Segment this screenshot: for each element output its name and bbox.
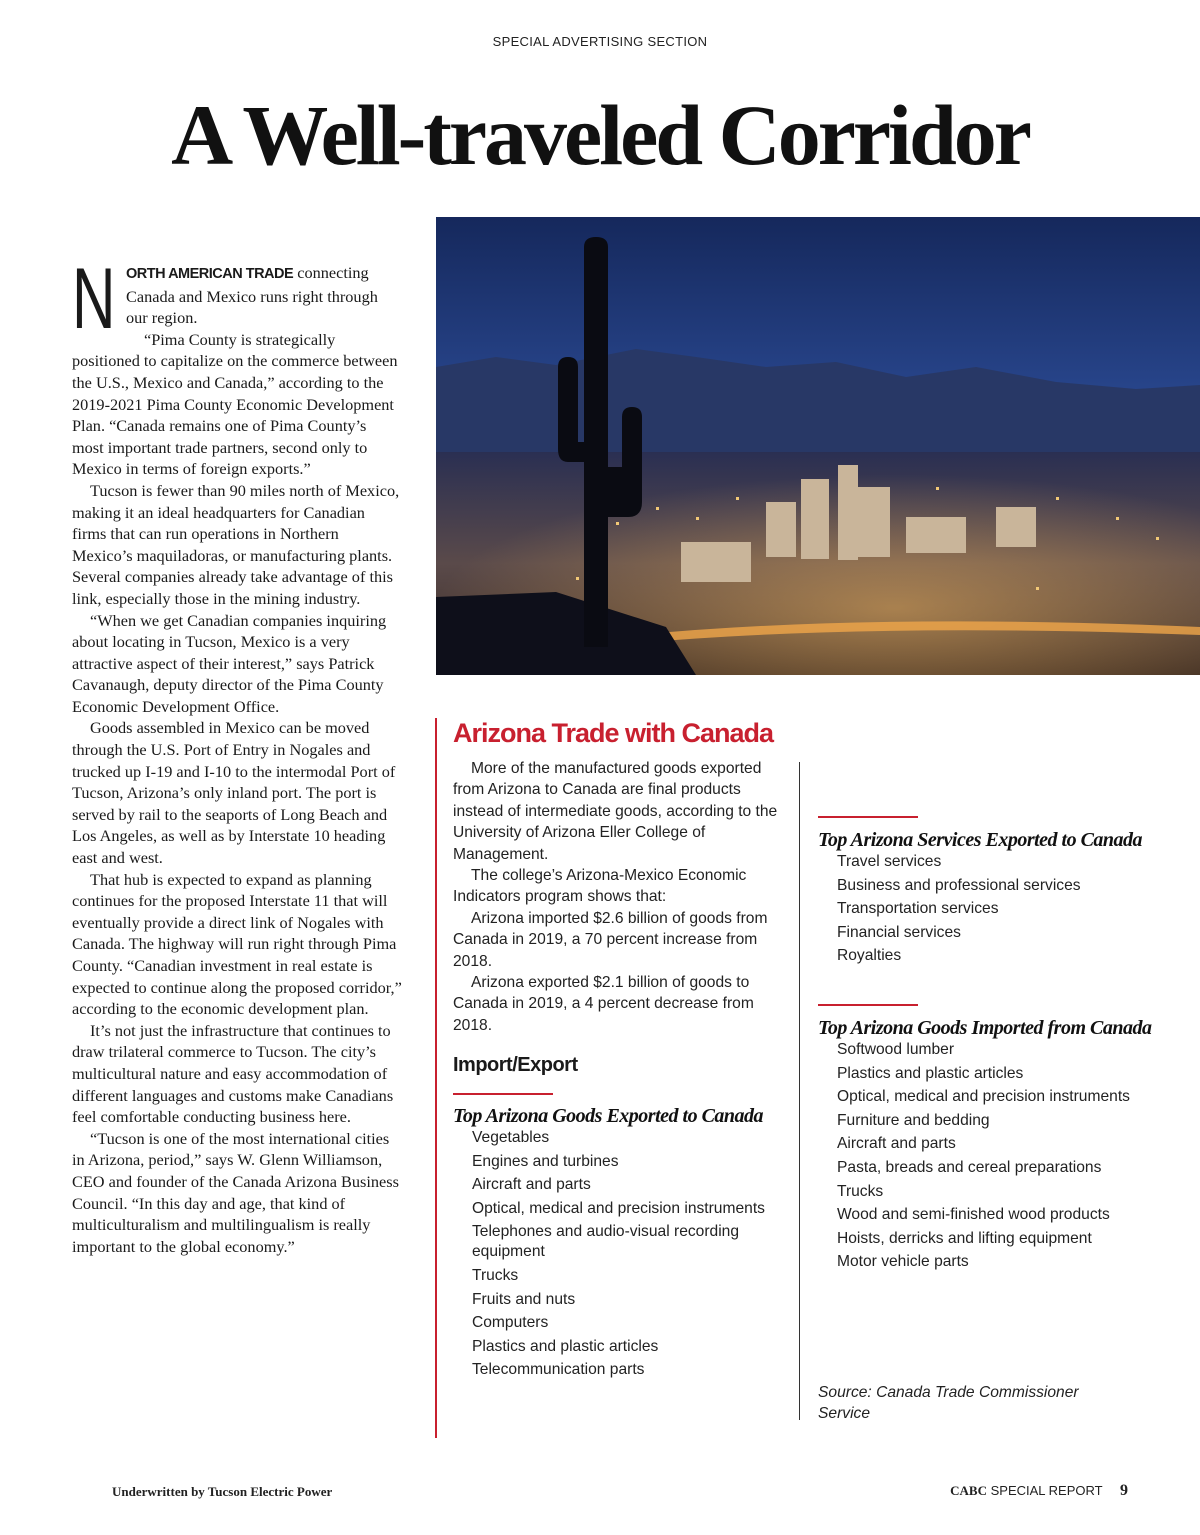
intro-paragraph: Arizona exported $2.1 billion of goods to Canada in 2019, a 4 percent decrease from 2018. [453, 974, 754, 1034]
list-item: Hoists, derricks and lifting equipment [837, 1229, 1092, 1247]
goods-exported-list [453, 1128, 788, 1380]
import-export-heading: Import/Export [453, 1054, 578, 1076]
list-item: Travel services [837, 853, 942, 870]
list-item: Telephones and audio-visual recording equipment [472, 1223, 740, 1261]
goods-imported-list [818, 1040, 1168, 1272]
article-paragraph: Goods assembled in Mexico can be moved through the U.S. Port of Entry in Nogales and trucked up I-19 and I-10 to the intermodal Port of Tucson, Arizona’s only inland port. The port is served by rail to the seaports of Long Beach and Los Angeles, as well as by Interstate 10 heading east and west. [72, 718, 396, 868]
list-item: Vegetables [472, 1129, 550, 1146]
footer-brand: CABC [950, 1483, 987, 1498]
intro-paragraph: More of the manufactured goods exported from Arizona to Canada are final products instead of intermediate goods, according to the University of Arizona Eller College of Management. [453, 760, 778, 863]
sidebar-intro [453, 758, 788, 1036]
goods-exported-block [453, 1093, 788, 1384]
list-item: Transportation services [837, 900, 999, 918]
drop-cap: N [72, 251, 116, 347]
list-item: Aircraft and parts [837, 1135, 956, 1153]
section-label: SPECIAL ADVERTISING SECTION [492, 34, 708, 49]
article-paragraph: It’s not just the infrastructure that continues to draw trilateral commerce to Tucson. The city’s multicultural nature and easy accommodation of different languages and customs make Canadians feel comfortable conducting business here. [72, 1020, 394, 1127]
article-paragraph: “When we get Canadian companies inquiring about locating in Tucson, Mexico is a very attractive aspect of their interest,” says Patrick Cavanaugh, deputy director of the Pima County Economic Development Office. [72, 610, 387, 716]
list-item: Engines and turbines [472, 1152, 619, 1170]
services-exported-block [818, 816, 1168, 970]
list-item: Royalties [837, 947, 902, 965]
sidebar-rule [435, 718, 437, 1438]
list-item: Softwood lumber [837, 1041, 955, 1058]
tucson-night-photo [436, 217, 1200, 675]
services-exported-list [818, 852, 1168, 966]
intro-paragraph: Arizona imported $2.6 billion of goods from Canada in 2019, a 70 percent increase from 2018. [453, 909, 768, 970]
accent-rule [818, 816, 918, 818]
list-item: Pasta, breads and cereal preparations [837, 1158, 1102, 1176]
page-title: A Well-traveled Corridor [171, 87, 1029, 183]
goods-exported-title: Top Arizona Goods Exported to Canada [453, 1105, 764, 1127]
footer-underwriter: Underwritten by Tucson Electric Power [112, 1484, 333, 1499]
article-paragraph: “Pima County is strategically positioned to capitalize on the commerce between the U.S., Mexico and Canada,” according to the 2019-2021 Pima County Economic Development Plan. “Canada remains one of Pima County’s most important trade partners, second only to Mexico in terms of foreign exports.” [72, 329, 398, 479]
article-paragraph: That hub is expected to expand as planning continues for the proposed Interstate 11 that will eventually provide a direct link of Nogales with Canada. The highway will run right through Pima County. “Canadian investment in real estate is expected to continue along the proposed corridor,” according to the economic development plan. [72, 869, 402, 1019]
goods-imported-title: Top Arizona Goods Imported from Canada [818, 1017, 1152, 1039]
list-item: Trucks [837, 1182, 884, 1200]
accent-rule [453, 1093, 553, 1095]
list-item: Optical, medical and precision instruments [472, 1199, 765, 1217]
article-body [72, 251, 402, 1257]
page-number: 9 [1120, 1482, 1128, 1499]
article-paragraph: “Tucson is one of the most international cities in Arizona, period,” says W. Glenn Williamson, CEO and founder of the Canada Arizona Business Council. “In this day and age, that kind of multiculturalism and multilingualism is really important to the global economy.” [72, 1128, 399, 1256]
column-divider [799, 762, 800, 1420]
footer-report [950, 1482, 1128, 1500]
list-item: Computers [472, 1314, 549, 1332]
sidebar-title: Arizona Trade with Canada [453, 718, 774, 748]
goods-imported-block [818, 1004, 1168, 1276]
list-item: Optical, medical and precision instruments [837, 1088, 1130, 1106]
article-paragraph: Tucson is fewer than 90 miles north of Mexico, making it an ideal headquarters for Canadian firms that can run operations in Northern Mexico’s maquiladoras, or manufacturing plants. Several companies already take advantage of this link, especially those in the mining industry. [72, 480, 400, 608]
lead-in: ORTH AMERICAN TRADE [126, 266, 294, 282]
article-paragraph: NORTH AMERICAN TRADE connecting Canada and Mexico runs right through our region. [72, 251, 378, 347]
list-item: Wood and semi-finished wood products [837, 1206, 1110, 1224]
accent-rule [818, 1004, 918, 1006]
list-item: Motor vehicle parts [837, 1253, 969, 1271]
list-item: Financial services [837, 923, 961, 941]
list-item: Plastics and plastic articles [472, 1337, 659, 1355]
services-exported-title: Top Arizona Services Exported to Canada [818, 829, 1143, 851]
list-item: Aircraft and parts [472, 1176, 591, 1194]
list-item: Furniture and bedding [837, 1111, 990, 1129]
list-item: Telecommunication parts [472, 1361, 645, 1379]
intro-paragraph: The college’s Arizona-Mexico Economic Indicators program shows that: [453, 867, 747, 906]
source-note: Source: Canada Trade Commissioner Service [818, 1384, 1079, 1423]
list-item: Fruits and nuts [472, 1290, 576, 1308]
list-item: Trucks [472, 1266, 519, 1284]
list-item: Business and professional services [837, 876, 1081, 894]
footer-report-label: SPECIAL REPORT [990, 1483, 1103, 1498]
list-item: Plastics and plastic articles [837, 1064, 1024, 1082]
